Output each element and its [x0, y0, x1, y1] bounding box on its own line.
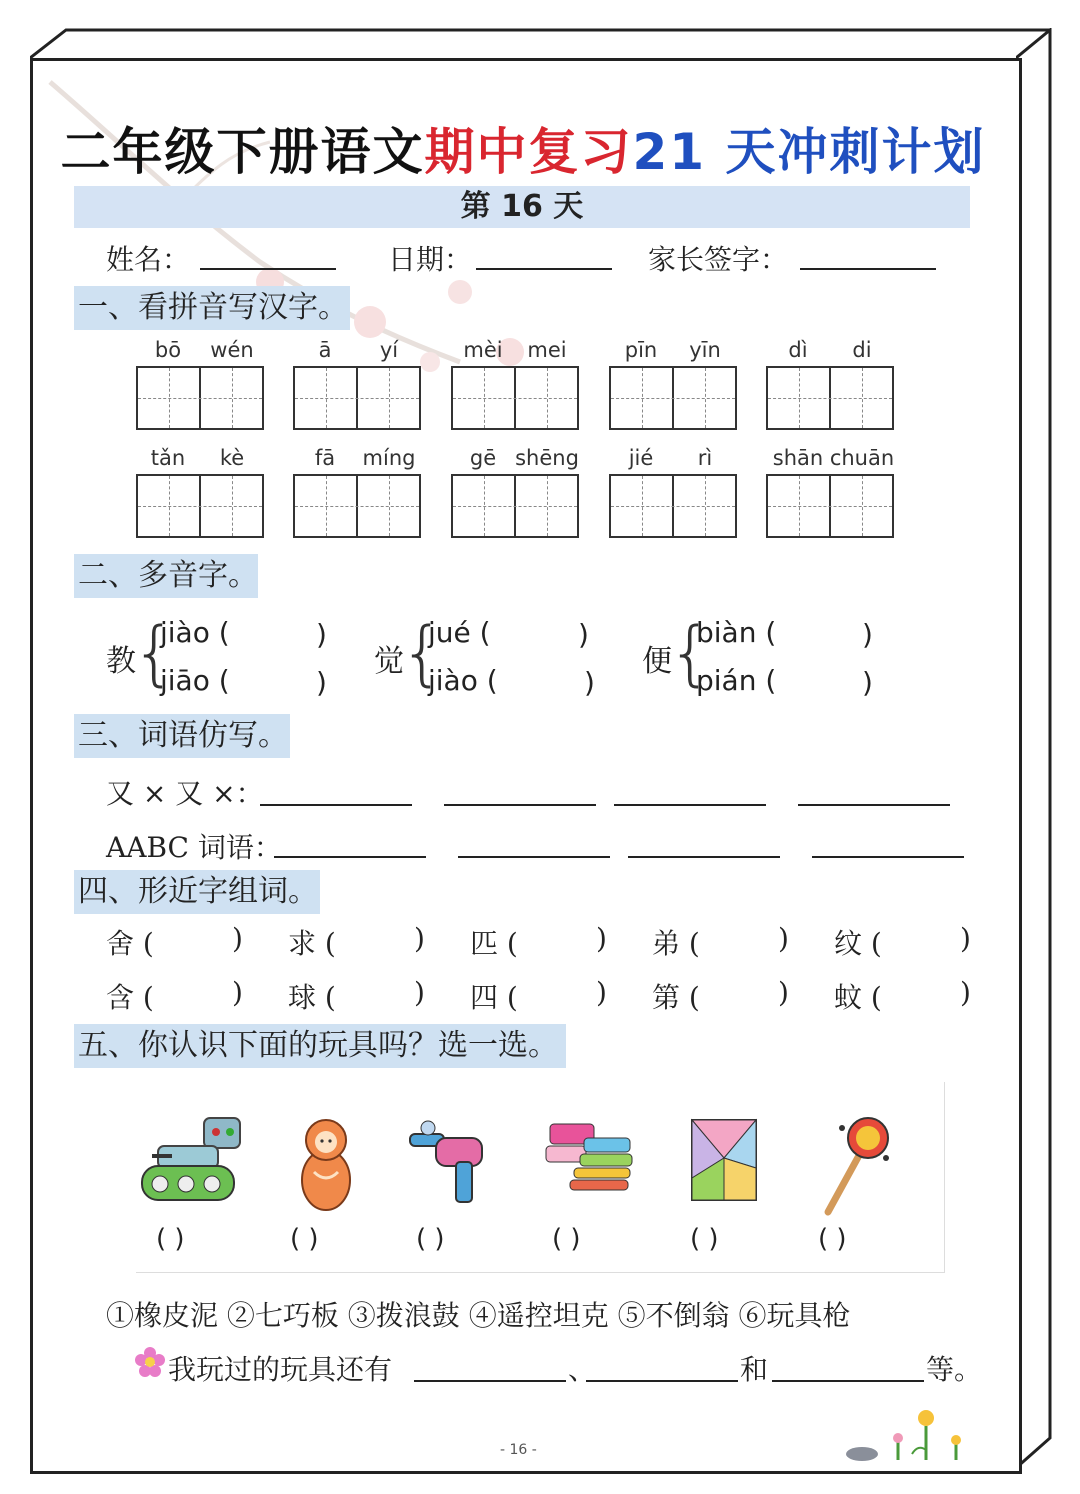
toy-answer-paren[interactable]: ( )	[156, 1224, 185, 1254]
close-paren: )	[596, 922, 607, 955]
reading-pian2: pián (	[696, 664, 777, 697]
close-paren: )	[316, 618, 327, 651]
answer-line[interactable]	[772, 1380, 924, 1382]
close-paren: )	[578, 618, 589, 651]
pinyin-label: mèi	[463, 338, 503, 362]
similar-char-item: 匹 (	[470, 927, 518, 960]
section-3-heading: 三、词语仿写。	[74, 714, 290, 758]
pattern-label-you: 又 × 又 ×：	[106, 777, 264, 810]
title-part-grade: 二年级下册语文	[60, 123, 425, 181]
polyphone-char-jiao: 教	[106, 644, 136, 679]
writing-grid[interactable]	[609, 366, 737, 430]
brace-icon: {	[668, 612, 713, 694]
tangram-toy-image	[690, 1118, 760, 1204]
sentence-start: 我玩过的玩具还有	[168, 1353, 393, 1386]
pinyin-label: fā	[314, 446, 336, 470]
answer-line[interactable]	[628, 856, 780, 858]
brace-icon: {	[400, 612, 445, 694]
close-paren: )	[862, 666, 873, 699]
parent-signature-field[interactable]	[800, 268, 936, 270]
pinyin-label: bō	[154, 338, 182, 362]
pinyin-label: di	[852, 338, 872, 362]
answer-line[interactable]	[414, 1380, 566, 1382]
pinyin-label: dì	[788, 338, 808, 362]
toy-gun-image	[406, 1118, 494, 1208]
title-part-plan: 21 天冲刺计划	[632, 123, 986, 181]
pinyin-label: mei	[527, 338, 567, 362]
similar-char-item: 球 (	[288, 981, 336, 1014]
answer-line[interactable]	[586, 1380, 738, 1382]
toy-answer-paren[interactable]: ( )	[690, 1224, 719, 1254]
close-paren: )	[414, 976, 425, 1009]
answer-line[interactable]	[444, 804, 596, 806]
close-paren: )	[960, 976, 971, 1009]
answer-line[interactable]	[812, 856, 964, 858]
answer-line[interactable]	[260, 804, 412, 806]
similar-char-item: 弟 (	[652, 927, 700, 960]
reading-jiao4: jiào (	[160, 616, 230, 649]
plasticine-clay-toy-image	[544, 1118, 636, 1194]
similar-char-item: 纹 (	[834, 927, 882, 960]
toy-answer-paren[interactable]: ( )	[552, 1224, 581, 1254]
tumbler-doll-toy-image	[298, 1116, 354, 1212]
name-field[interactable]	[200, 268, 336, 270]
brace-icon: {	[132, 612, 177, 694]
section-5-heading: 五、你认识下面的玩具吗？选一选。	[74, 1024, 566, 1068]
parent-signature-label: 家长签字：	[648, 243, 789, 276]
close-paren: )	[778, 976, 789, 1009]
close-paren: )	[862, 618, 873, 651]
sentence-sep-comma: 、	[568, 1353, 597, 1386]
close-paren: )	[778, 922, 789, 955]
title-part-midterm: 期中复习	[424, 123, 633, 181]
answer-line[interactable]	[798, 804, 950, 806]
page-title	[30, 112, 1016, 184]
similar-char-item: 求 (	[288, 927, 336, 960]
close-paren: )	[316, 666, 327, 699]
toy-answer-paren[interactable]: ( )	[290, 1224, 319, 1254]
reading-jue2: jué (	[428, 616, 491, 649]
pinyin-label: yí	[379, 338, 399, 362]
polyphone-char-bian: 便	[642, 644, 672, 679]
section-1-heading: 一、看拼音写汉字。	[74, 286, 350, 330]
pinyin-label: gē	[469, 446, 497, 470]
section-2-heading: 二、多音字。	[74, 554, 258, 598]
date-label: 日期：	[388, 243, 473, 276]
pinyin-label: míng	[362, 446, 416, 470]
reading-jiao4-sleep: jiào (	[428, 664, 498, 697]
writing-grid[interactable]	[609, 474, 737, 538]
toy-answer-paren[interactable]: ( )	[416, 1224, 445, 1254]
pinyin-label: ā	[318, 338, 332, 362]
similar-char-item: 蚊 (	[834, 981, 882, 1014]
pinyin-label: chuān	[829, 446, 895, 470]
reading-jiao1: jiāo (	[160, 664, 230, 697]
close-paren: )	[596, 976, 607, 1009]
close-paren: )	[232, 976, 243, 1009]
writing-grid[interactable]	[451, 474, 579, 538]
answer-line[interactable]	[274, 856, 426, 858]
date-field[interactable]	[476, 268, 612, 270]
similar-char-item: 舍 (	[106, 927, 154, 960]
reading-bian4: biàn (	[696, 616, 777, 649]
similar-char-item: 含 (	[106, 981, 154, 1014]
rattle-drum-toy-image	[818, 1114, 890, 1218]
close-paren: )	[584, 666, 595, 699]
pinyin-label: pīn	[624, 338, 658, 362]
close-paren: )	[232, 922, 243, 955]
polyphone-char-jue: 觉	[374, 644, 404, 679]
sentence-end: 等。	[926, 1353, 983, 1386]
page-number: - 16 -	[500, 1442, 537, 1458]
writing-grid[interactable]	[766, 474, 894, 538]
frame-back-top	[30, 28, 1050, 58]
writing-grid[interactable]	[293, 474, 421, 538]
pinyin-label: shān	[772, 446, 824, 470]
remote-tank-toy-image	[138, 1112, 248, 1208]
close-paren: )	[960, 922, 971, 955]
writing-grid[interactable]	[136, 474, 264, 538]
similar-char-item: 第 (	[652, 981, 700, 1014]
writing-grid[interactable]	[293, 366, 421, 430]
flowers-decoration-icon	[842, 1404, 972, 1464]
answer-line[interactable]	[614, 804, 766, 806]
writing-grid[interactable]	[451, 366, 579, 430]
sentence-sep-and: 和	[740, 1353, 769, 1386]
flower-icon	[134, 1346, 166, 1378]
pinyin-label: wén	[210, 338, 254, 362]
toy-answer-paren[interactable]: ( )	[818, 1224, 847, 1254]
section-4-heading: 四、形近字组词。	[74, 870, 320, 914]
pattern-label-aabc: AABC 词语：	[106, 831, 282, 864]
similar-char-item: 四 (	[470, 981, 518, 1014]
answer-line[interactable]	[458, 856, 610, 858]
toy-options-list: ①橡皮泥 ②七巧板 ③拨浪鼓 ④遥控坦克 ⑤不倒翁 ⑥玩具枪	[106, 1299, 851, 1332]
pinyin-label: tǎn	[150, 446, 186, 470]
name-label: 姓名：	[106, 243, 191, 276]
pinyin-label: yīn	[689, 338, 721, 362]
pinyin-label: rì	[697, 446, 713, 470]
close-paren: )	[414, 922, 425, 955]
pinyin-label: jié	[628, 446, 654, 470]
pinyin-label: kè	[219, 446, 245, 470]
day-banner: 第 16 天	[74, 186, 970, 228]
writing-grid[interactable]	[136, 366, 264, 430]
pinyin-label: shēng	[515, 446, 579, 470]
writing-grid[interactable]	[766, 366, 894, 430]
